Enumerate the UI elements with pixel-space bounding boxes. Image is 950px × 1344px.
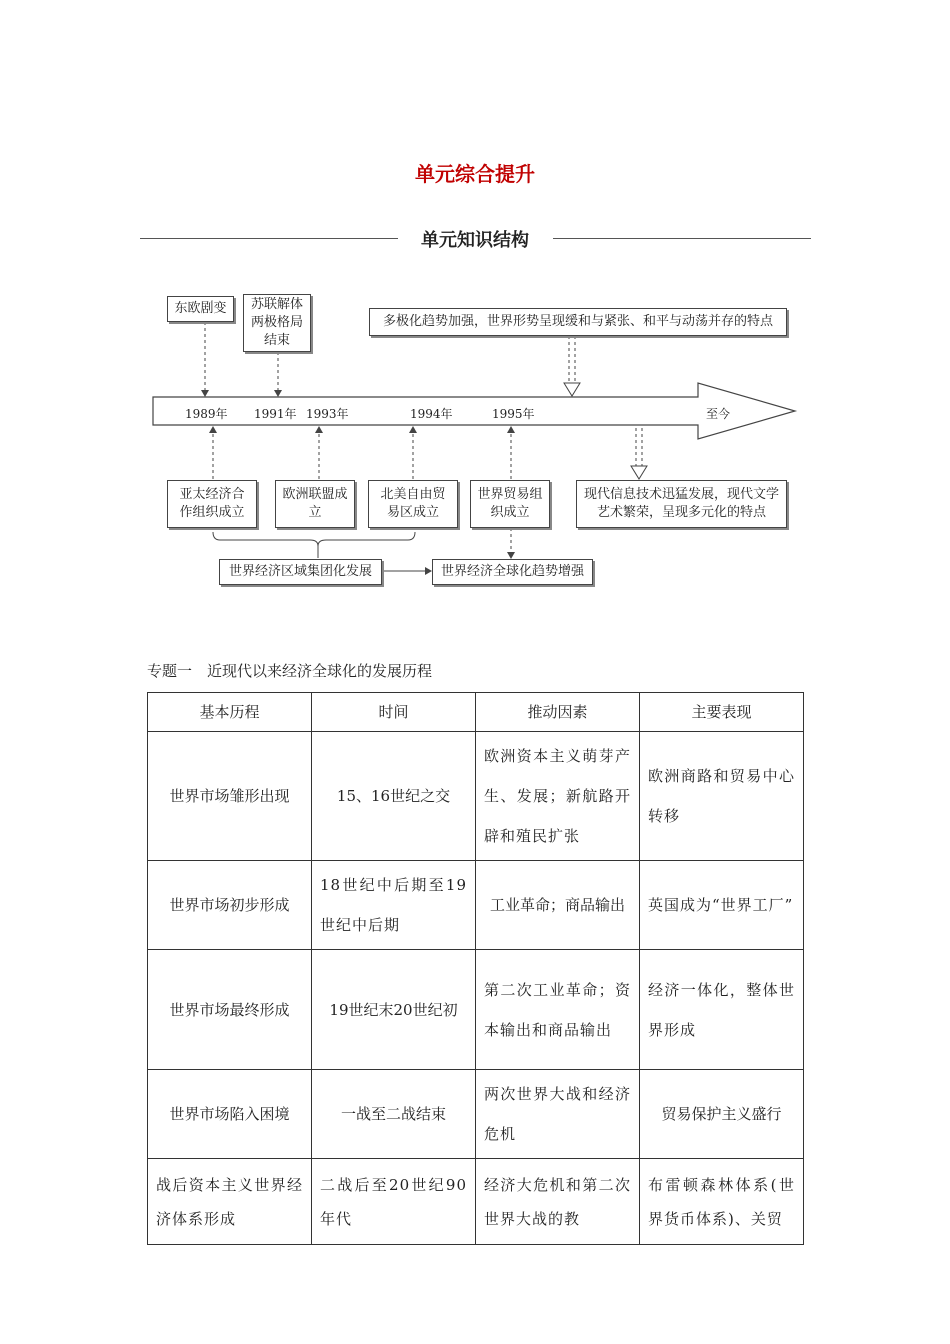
box-multipolar: 多极化趋势加强，世界形势呈现缓和与紧张、和平与动荡并存的特点: [369, 308, 787, 336]
table-cell: 布雷顿森林体系(世界货币体系)、关贸: [640, 1159, 804, 1245]
box-globalization: 世界经济全球化趋势增强: [432, 559, 593, 585]
header-factors: 推动因素: [476, 693, 640, 732]
box-ussr-dissolution: 苏联解体两极格局结束: [243, 294, 311, 352]
table-cell: 世界市场最终形成: [148, 950, 312, 1070]
table-cell: 经济大危机和第二次世界大战的教: [476, 1159, 640, 1245]
year-1989: 1989年: [185, 407, 228, 421]
box-east-europe: 东欧剧变: [167, 296, 234, 322]
header-manifestation: 主要表现: [640, 693, 804, 732]
knowledge-structure-diagram: [0, 0, 950, 620]
table-cell: 19世纪末20世纪初: [312, 950, 476, 1070]
year-now: 至今: [706, 407, 731, 421]
table-cell: 世界市场陷入困境: [148, 1070, 312, 1159]
box-apec: 亚太经济合作组织成立: [167, 480, 257, 528]
table-row: [148, 1070, 804, 1159]
year-1995: 1995年: [492, 407, 535, 421]
table-cell: 欧洲商路和贸易中心转移: [640, 732, 804, 861]
section-title: 单元知识结构: [421, 230, 529, 251]
box-wto: 世界贸易组织成立: [470, 480, 550, 528]
table-row: [148, 950, 804, 1070]
table-cell: 第二次工业革命；资本输出和商品输出: [476, 950, 640, 1070]
year-1993: 1993年: [306, 407, 349, 421]
table-row: [148, 1159, 804, 1245]
table-row: [148, 861, 804, 950]
table-cell: 经济一体化，整体世界形成: [640, 950, 804, 1070]
table-cell: 一战至二战结束: [312, 1070, 476, 1159]
header-stage: 基本历程: [148, 693, 312, 732]
year-1991: 1991年: [254, 407, 297, 421]
table-header-row: [148, 693, 804, 732]
box-eu: 欧洲联盟成立: [275, 480, 355, 528]
table-cell: 战后资本主义世界经济体系形成: [148, 1159, 312, 1245]
table-cell: 两次世界大战和经济危机: [476, 1070, 640, 1159]
table-cell: 15、16世纪之交: [312, 732, 476, 861]
globalization-table: [147, 692, 804, 1245]
timeline-arrow: [153, 383, 795, 439]
page-title: 单元综合提升: [415, 162, 535, 186]
table-cell: 世界市场雏形出现: [148, 732, 312, 861]
header-time: 时间: [312, 693, 476, 732]
table-cell: 贸易保护主义盛行: [640, 1070, 804, 1159]
table-cell: 工业革命；商品输出: [476, 861, 640, 950]
box-modern-culture: 现代信息技术迅猛发展，现代文学艺术繁荣，呈现多元化的特点: [576, 480, 787, 528]
year-1994: 1994年: [410, 407, 453, 421]
box-nafta: 北美自由贸易区成立: [368, 480, 458, 528]
table-cell: 欧洲资本主义萌芽产生、发展；新航路开辟和殖民扩张: [476, 732, 640, 861]
table-cell: 世界市场初步形成: [148, 861, 312, 950]
table-row: [148, 732, 804, 861]
table-cell: 二战后至20世纪90年代: [312, 1159, 476, 1245]
table-cell: 英国成为“世界工厂”: [640, 861, 804, 950]
table-cell: 18世纪中后期至19世纪中后期: [312, 861, 476, 950]
box-regional-integration: 世界经济区域集团化发展: [219, 559, 382, 585]
topic-heading: 专题一 近现代以来经济全球化的发展历程: [147, 662, 433, 680]
